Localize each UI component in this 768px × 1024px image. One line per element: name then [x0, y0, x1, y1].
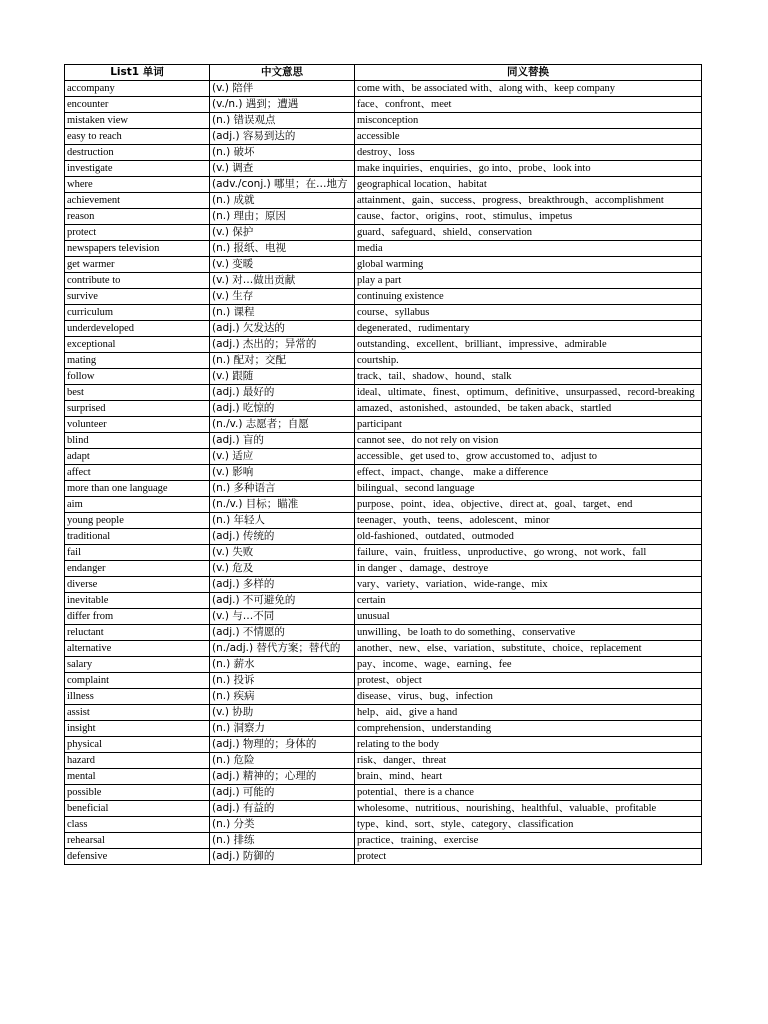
- chinese-meaning-cell: (v.) 生存: [210, 289, 355, 305]
- synonyms-cell: risk、danger、threat: [355, 753, 702, 769]
- chinese-meaning-cell: (n.) 洞察力: [210, 721, 355, 737]
- word-cell: salary: [65, 657, 210, 673]
- word-cell: easy to reach: [65, 129, 210, 145]
- chinese-meaning-cell: (n.) 危险: [210, 753, 355, 769]
- synonyms-cell: wholesome、nutritious、nourishing、healthful、valuable、profitable: [355, 801, 702, 817]
- table-row: [65, 433, 702, 449]
- vocabulary-table: [64, 64, 702, 865]
- chinese-meaning-cell: (n.) 配对；交配: [210, 353, 355, 369]
- chinese-meaning-cell: (n.) 排练: [210, 833, 355, 849]
- chinese-meaning-cell: (adv./conj.) 哪里；在…地方: [210, 177, 355, 193]
- chinese-meaning-cell: (adj.) 最好的: [210, 385, 355, 401]
- synonyms-cell: continuing existence: [355, 289, 702, 305]
- chinese-meaning-cell: (n./adj.) 替代方案；替代的: [210, 641, 355, 657]
- chinese-meaning-cell: (n./v.) 目标；瞄准: [210, 497, 355, 513]
- chinese-meaning-cell: (adj.) 欠发达的: [210, 321, 355, 337]
- word-cell: newspapers television: [65, 241, 210, 257]
- table-row: [65, 513, 702, 529]
- synonyms-cell: cause、factor、origins、root、stimulus、impetus: [355, 209, 702, 225]
- synonyms-cell: purpose、point、idea、objective、direct at、goal、target、end: [355, 497, 702, 513]
- word-cell: more than one language: [65, 481, 210, 497]
- chinese-meaning-cell: (n./v.) 志愿者；自愿: [210, 417, 355, 433]
- chinese-meaning-cell: (n.) 薪水: [210, 657, 355, 673]
- table-row: [65, 721, 702, 737]
- chinese-meaning-cell: (n.) 理由；原因: [210, 209, 355, 225]
- synonyms-cell: face、confront、meet: [355, 97, 702, 113]
- chinese-meaning-cell: (v.) 协助: [210, 705, 355, 721]
- chinese-meaning-cell: (n.) 投诉: [210, 673, 355, 689]
- synonyms-cell: course、syllabus: [355, 305, 702, 321]
- synonyms-cell: unusual: [355, 609, 702, 625]
- synonyms-cell: relating to the body: [355, 737, 702, 753]
- word-cell: where: [65, 177, 210, 193]
- table-row: [65, 593, 702, 609]
- synonyms-cell: global warming: [355, 257, 702, 273]
- synonyms-cell: in danger 、damage、destroye: [355, 561, 702, 577]
- synonyms-cell: accessible、get used to、grow accustomed to、adjust to: [355, 449, 702, 465]
- chinese-meaning-cell: (adj.) 杰出的；异常的: [210, 337, 355, 353]
- chinese-meaning-cell: (adj.) 防御的: [210, 849, 355, 865]
- table-row: [65, 81, 702, 97]
- header-synonyms: 同义替换: [355, 65, 702, 81]
- table-row: [65, 641, 702, 657]
- chinese-meaning-cell: (adj.) 不情愿的: [210, 625, 355, 641]
- word-cell: mating: [65, 353, 210, 369]
- synonyms-cell: unwilling、be loath to do something、conservative: [355, 625, 702, 641]
- table-row: [65, 129, 702, 145]
- chinese-meaning-cell: (v./n.) 遇到；遭遇: [210, 97, 355, 113]
- synonyms-cell: amazed、astonished、astounded、be taken aback、startled: [355, 401, 702, 417]
- chinese-meaning-cell: (v.) 调查: [210, 161, 355, 177]
- synonyms-cell: failure、vain、fruitless、unproductive、go wrong、not work、fall: [355, 545, 702, 561]
- synonyms-cell: disease、virus、bug、infection: [355, 689, 702, 705]
- word-cell: blind: [65, 433, 210, 449]
- table-row: [65, 321, 702, 337]
- table-row: [65, 385, 702, 401]
- synonyms-cell: outstanding、excellent、brilliant、impressive、admirable: [355, 337, 702, 353]
- synonyms-cell: participant: [355, 417, 702, 433]
- synonyms-cell: cannot see、do not rely on vision: [355, 433, 702, 449]
- table-row: [65, 257, 702, 273]
- word-cell: young people: [65, 513, 210, 529]
- synonyms-cell: courtship.: [355, 353, 702, 369]
- header-word: List1 单词: [65, 65, 210, 81]
- synonyms-cell: guard、safeguard、shield、conservation: [355, 225, 702, 241]
- table-row: [65, 353, 702, 369]
- synonyms-cell: brain、mind、heart: [355, 769, 702, 785]
- word-cell: hazard: [65, 753, 210, 769]
- word-cell: contribute to: [65, 273, 210, 289]
- word-cell: inevitable: [65, 593, 210, 609]
- synonyms-cell: protest、object: [355, 673, 702, 689]
- table-row: [65, 737, 702, 753]
- table-row: [65, 497, 702, 513]
- word-cell: illness: [65, 689, 210, 705]
- synonyms-cell: practice、training、exercise: [355, 833, 702, 849]
- table-row: [65, 401, 702, 417]
- table-row: [65, 577, 702, 593]
- synonyms-cell: come with、be associated with、along with、keep company: [355, 81, 702, 97]
- word-cell: alternative: [65, 641, 210, 657]
- chinese-meaning-cell: (adj.) 传统的: [210, 529, 355, 545]
- synonyms-cell: track、tail、shadow、hound、stalk: [355, 369, 702, 385]
- chinese-meaning-cell: (adj.) 有益的: [210, 801, 355, 817]
- synonyms-cell: protect: [355, 849, 702, 865]
- word-cell: diverse: [65, 577, 210, 593]
- synonyms-cell: comprehension、understanding: [355, 721, 702, 737]
- synonyms-cell: degenerated、rudimentary: [355, 321, 702, 337]
- word-cell: follow: [65, 369, 210, 385]
- synonyms-cell: type、kind、sort、style、category、classification: [355, 817, 702, 833]
- word-cell: best: [65, 385, 210, 401]
- table-row: [65, 337, 702, 353]
- table-row: [65, 753, 702, 769]
- chinese-meaning-cell: (adj.) 吃惊的: [210, 401, 355, 417]
- word-cell: surprised: [65, 401, 210, 417]
- chinese-meaning-cell: (adj.) 多样的: [210, 577, 355, 593]
- synonyms-cell: make inquiries、enquiries、go into、probe、look into: [355, 161, 702, 177]
- table-row: [65, 801, 702, 817]
- table-row: [65, 193, 702, 209]
- chinese-meaning-cell: (v.) 陪伴: [210, 81, 355, 97]
- word-cell: fail: [65, 545, 210, 561]
- table-row: [65, 113, 702, 129]
- word-cell: rehearsal: [65, 833, 210, 849]
- chinese-meaning-cell: (n.) 课程: [210, 305, 355, 321]
- synonyms-cell: old-fashioned、outdated、outmoded: [355, 529, 702, 545]
- table-row: [65, 161, 702, 177]
- synonyms-cell: destroy、loss: [355, 145, 702, 161]
- chinese-meaning-cell: (n.) 成就: [210, 193, 355, 209]
- table-row: [65, 817, 702, 833]
- synonyms-cell: bilingual、second language: [355, 481, 702, 497]
- chinese-meaning-cell: (n.) 分类: [210, 817, 355, 833]
- table-row: [65, 705, 702, 721]
- word-cell: mistaken view: [65, 113, 210, 129]
- word-cell: beneficial: [65, 801, 210, 817]
- word-cell: complaint: [65, 673, 210, 689]
- table-row: [65, 609, 702, 625]
- chinese-meaning-cell: (adj.) 可能的: [210, 785, 355, 801]
- chinese-meaning-cell: (v.) 适应: [210, 449, 355, 465]
- table-header-row: [65, 65, 702, 81]
- word-cell: destruction: [65, 145, 210, 161]
- word-cell: investigate: [65, 161, 210, 177]
- word-cell: assist: [65, 705, 210, 721]
- word-cell: affect: [65, 465, 210, 481]
- word-cell: protect: [65, 225, 210, 241]
- chinese-meaning-cell: (n.) 多种语言: [210, 481, 355, 497]
- chinese-meaning-cell: (v.) 危及: [210, 561, 355, 577]
- word-cell: achievement: [65, 193, 210, 209]
- word-cell: adapt: [65, 449, 210, 465]
- table-row: [65, 145, 702, 161]
- synonyms-cell: attainment、gain、success、progress、breakthrough、accomplishment: [355, 193, 702, 209]
- synonyms-cell: pay、income、wage、earning、fee: [355, 657, 702, 673]
- word-cell: get warmer: [65, 257, 210, 273]
- word-cell: aim: [65, 497, 210, 513]
- synonyms-cell: accessible: [355, 129, 702, 145]
- synonyms-cell: geographical location、habitat: [355, 177, 702, 193]
- synonyms-cell: certain: [355, 593, 702, 609]
- synonyms-cell: effect、impact、change、 make a difference: [355, 465, 702, 481]
- word-cell: endanger: [65, 561, 210, 577]
- table-row: [65, 177, 702, 193]
- word-cell: curriculum: [65, 305, 210, 321]
- word-cell: differ from: [65, 609, 210, 625]
- table-row: [65, 849, 702, 865]
- table-row: [65, 305, 702, 321]
- chinese-meaning-cell: (adj.) 精神的；心理的: [210, 769, 355, 785]
- word-cell: volunteer: [65, 417, 210, 433]
- synonyms-cell: play a part: [355, 273, 702, 289]
- table-row: [65, 273, 702, 289]
- header-chinese-meaning: 中文意思: [210, 65, 355, 81]
- chinese-meaning-cell: (v.) 保护: [210, 225, 355, 241]
- word-cell: encounter: [65, 97, 210, 113]
- table-row: [65, 449, 702, 465]
- table-row: [65, 561, 702, 577]
- word-cell: physical: [65, 737, 210, 753]
- word-cell: exceptional: [65, 337, 210, 353]
- word-cell: survive: [65, 289, 210, 305]
- word-cell: possible: [65, 785, 210, 801]
- chinese-meaning-cell: (n.) 错误观点: [210, 113, 355, 129]
- table-row: [65, 673, 702, 689]
- table-row: [65, 769, 702, 785]
- table-row: [65, 289, 702, 305]
- table-row: [65, 97, 702, 113]
- word-cell: class: [65, 817, 210, 833]
- table-row: [65, 833, 702, 849]
- chinese-meaning-cell: (v.) 与…不同: [210, 609, 355, 625]
- synonyms-cell: potential、there is a chance: [355, 785, 702, 801]
- word-cell: reluctant: [65, 625, 210, 641]
- chinese-meaning-cell: (adj.) 容易到达的: [210, 129, 355, 145]
- word-cell: traditional: [65, 529, 210, 545]
- word-cell: insight: [65, 721, 210, 737]
- table-row: [65, 689, 702, 705]
- synonyms-cell: media: [355, 241, 702, 257]
- table-row: [65, 209, 702, 225]
- synonyms-cell: ideal、ultimate、finest、optimum、definitive、unsurpassed、record-breaking: [355, 385, 702, 401]
- synonyms-cell: teenager、youth、teens、adolescent、minor: [355, 513, 702, 529]
- chinese-meaning-cell: (v.) 失败: [210, 545, 355, 561]
- table-row: [65, 625, 702, 641]
- synonyms-cell: misconception: [355, 113, 702, 129]
- table-body: [65, 81, 702, 865]
- chinese-meaning-cell: (v.) 影响: [210, 465, 355, 481]
- chinese-meaning-cell: (v.) 跟随: [210, 369, 355, 385]
- word-cell: accompany: [65, 81, 210, 97]
- chinese-meaning-cell: (n.) 报纸、电视: [210, 241, 355, 257]
- table-row: [65, 529, 702, 545]
- table-row: [65, 657, 702, 673]
- table-row: [65, 481, 702, 497]
- chinese-meaning-cell: (adj.) 物理的；身体的: [210, 737, 355, 753]
- word-cell: reason: [65, 209, 210, 225]
- chinese-meaning-cell: (adj.) 不可避免的: [210, 593, 355, 609]
- synonyms-cell: another、new、else、variation、substitute、choice、replacement: [355, 641, 702, 657]
- chinese-meaning-cell: (n.) 疾病: [210, 689, 355, 705]
- table-row: [65, 241, 702, 257]
- chinese-meaning-cell: (adj.) 盲的: [210, 433, 355, 449]
- synonyms-cell: vary、variety、variation、wide-range、mix: [355, 577, 702, 593]
- word-cell: mental: [65, 769, 210, 785]
- table-row: [65, 369, 702, 385]
- chinese-meaning-cell: (n.) 年轻人: [210, 513, 355, 529]
- table-row: [65, 545, 702, 561]
- word-cell: defensive: [65, 849, 210, 865]
- synonyms-cell: help、aid、give a hand: [355, 705, 702, 721]
- chinese-meaning-cell: (v.) 对…做出贡献: [210, 273, 355, 289]
- table-row: [65, 785, 702, 801]
- chinese-meaning-cell: (n.) 破坏: [210, 145, 355, 161]
- table-row: [65, 225, 702, 241]
- chinese-meaning-cell: (v.) 变暖: [210, 257, 355, 273]
- table-row: [65, 417, 702, 433]
- word-cell: underdeveloped: [65, 321, 210, 337]
- table-row: [65, 465, 702, 481]
